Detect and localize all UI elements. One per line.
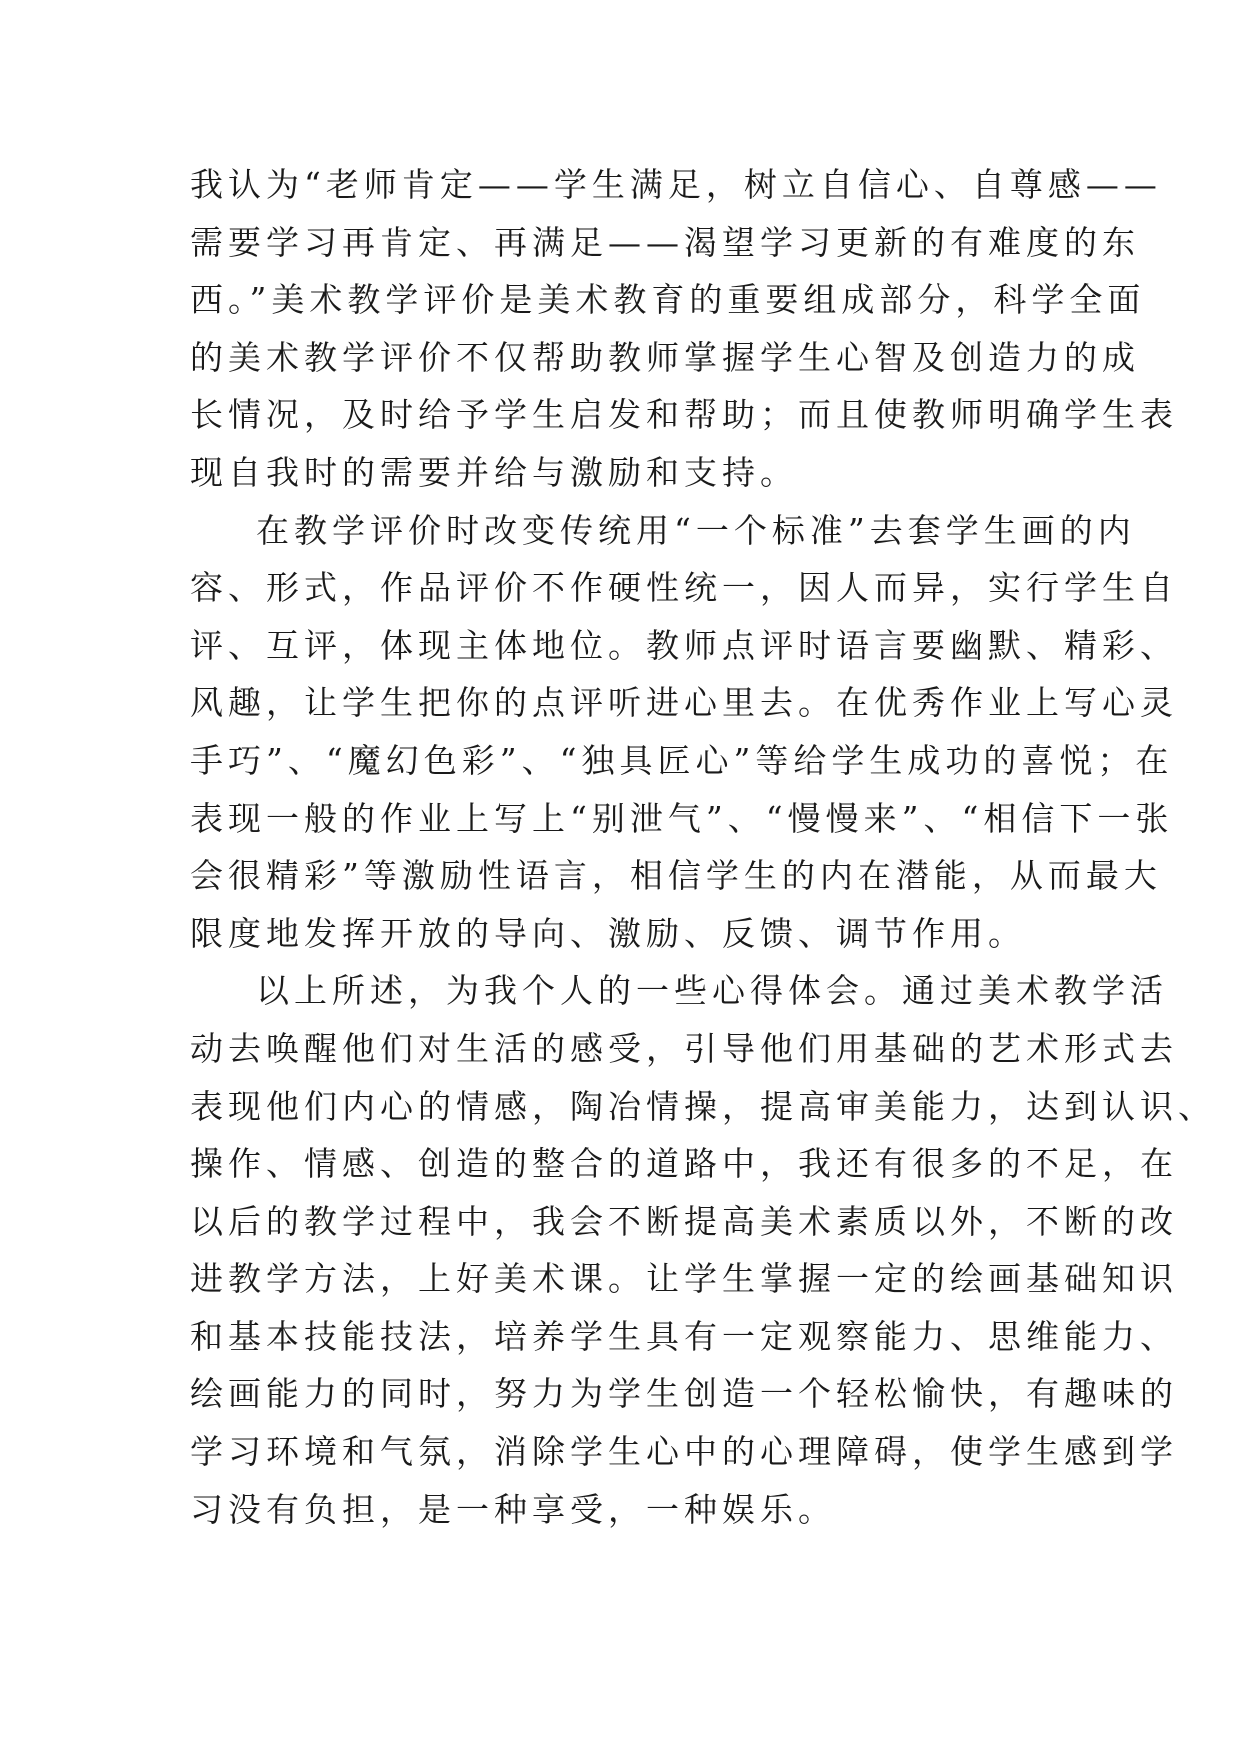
paragraph-1-line-6: 现自我时的需要并给与激励和支持。 xyxy=(190,452,798,492)
paragraph-3-line-6: 进教学方法，上好美术课。让学生掌握一定的绘画基础知识 xyxy=(190,1259,1178,1299)
paragraph-2-line-2: 容、形式，作品评价不作硬性统一，因人而异，实行学生自 xyxy=(190,568,1178,608)
paragraph-1-line-3: 西。”美术教学评价是美术教育的重要组成部分，科学全面 xyxy=(190,280,1146,320)
paragraph-2-line-5: 手巧”、“魔幻色彩”、“独具匠心”等给学生成功的喜悦；在 xyxy=(190,740,1174,780)
paragraph-3-line-2: 动去唤醒他们对生活的感受，引导他们用基础的艺术形式去 xyxy=(190,1028,1178,1068)
paragraph-3-line-8: 绘画能力的同时，努力为学生创造一个轻松愉快，有趣味的 xyxy=(190,1374,1178,1414)
paragraph-2-line-7: 会很精彩”等激励性语言，相信学生的内在潜能，从而最大 xyxy=(190,856,1162,896)
paragraph-2-line-3: 评、互评，体现主体地位。教师点评时语言要幽默、精彩、 xyxy=(190,625,1178,665)
paragraph-2-line-6: 表现一般的作业上写上“别泄气”、“慢慢来”、“相信下一张 xyxy=(190,798,1174,838)
paragraph-3-line-10: 习没有负担，是一种享受，一种娱乐。 xyxy=(190,1489,836,1529)
paragraph-2-line-4: 风趣，让学生把你的点评听进心里去。在优秀作业上写心灵 xyxy=(190,683,1178,723)
paragraph-1-line-1: 我认为“老师肯定——学生满足，树立自信心、自尊感—— xyxy=(190,165,1162,204)
paragraph-3-line-1: 以上所述，为我个人的一些心得体会。通过美术教学活 xyxy=(256,971,1168,1011)
paragraph-2-line-8: 限度地发挥开放的导向、激励、反馈、调节作用。 xyxy=(190,913,1026,953)
paragraph-2-line-1: 在教学评价时改变传统用“一个标准”去套学生画的内 xyxy=(256,510,1136,550)
paragraph-1-line-2: 需要学习再肯定、再满足——渴望学习更新的有难度的东 xyxy=(190,222,1140,262)
paragraph-1-line-4: 的美术教学评价不仅帮助教师掌握学生心智及创造力的成 xyxy=(190,337,1140,377)
paragraph-3-line-4: 操作、情感、创造的整合的道路中，我还有很多的不足，在 xyxy=(190,1144,1178,1184)
paragraph-3-line-5: 以后的教学过程中，我会不断提高美术素质以外，不断的改 xyxy=(190,1201,1178,1241)
paragraph-3-line-3: 表现他们内心的情感，陶冶情操，提高审美能力，达到认识、 xyxy=(190,1086,1216,1126)
paragraph-3-line-7: 和基本技能技法，培养学生具有一定观察能力、思维能力、 xyxy=(190,1316,1178,1356)
document-body xyxy=(190,156,1216,1538)
paragraph-3-line-9: 学习环境和气氛，消除学生心中的心理障碍，使学生感到学 xyxy=(190,1432,1178,1472)
paragraph-1-line-5: 长情况，及时给予学生启发和帮助；而且使教师明确学生表 xyxy=(190,395,1178,435)
